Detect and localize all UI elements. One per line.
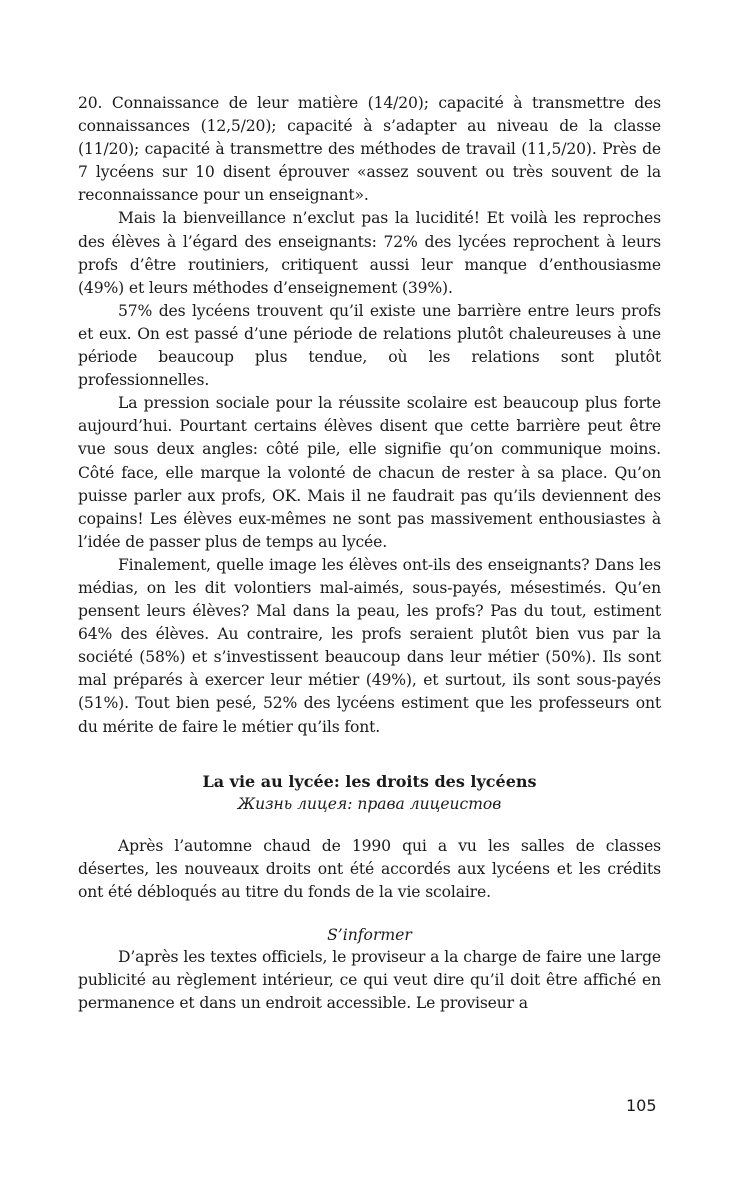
paragraph-4: La pression sociale pour la réussite scolaire est beaucoup plus forte aujourd’hui. Pourtant certains élèves disent que cette barrière peut être vue sous deux angles: côté pile, elle signifie qu’on communique moins. Côté face, elle marque la volonté de chacun de rester à sa place. Qu’on puisse parler aux profs, OK. Mais il ne faudrait pas qu’ils deviennent des copains! Les élèves eux-mêmes ne sont pas massivement enthousiastes à l’idée de passer plus de temps au lycée. (78, 394, 661, 551)
section-title-translation: Жизнь лицея: права лицеистов (237, 794, 502, 813)
paragraph-2: Mais la bienveillance n’exclut pas la lucidité! Et voilà les reproches des élèves à l’égard des enseignants: 72% des lycées reprochent à leurs profs d’être routiniers, critiquent aussi leur manque d’enthousiasme (49%) et leurs méthodes d’enseignement (39%). (78, 209, 661, 297)
paragraph-3: 57% des lycéens trouvent qu’il existe une barrière entre leurs profs et eux. On est passé d’une période de relations plutôt chaleureuses à une période beaucoup plus tendue, où les relations sont plutôt professionnelles. (78, 301, 661, 390)
paragraph-1: 20. Connaissance de leur matière (14/20); capacité à transmettre des connaissances (12,5/20); capacité à s’adapter au niveau de la classe (11/20); capacité à transmettre des méthodes de travail (11,5/20). Près de 7 lycéens sur 10 disent éprouver «assez souvent ou très souvent de la reconnaissance pour un enseignant». (78, 94, 661, 205)
heading-spacer (78, 815, 661, 835)
page-body (78, 92, 661, 1015)
paragraph-5: Finalement, quelle image les élèves ont-ils des enseignants? Dans les médias, on les dit volontiers mal-aimés, sous-payés, mésestimés. Qu’en pensent leurs élèves? Mal dans la peau, les profs? Pas du tout, estiment 64% des élèves. Au contraire, les profs seraient plutôt bien vus par la société (58%) et s’investissent beaucoup dans leur métier (50%). Ils sont mal préparés à exercer leur métier (49%), et surtout, ils sont sous-payés (51%). Tout bien pesé, 52% des lycéens estiment que les professeurs ont du mérite de faire le métier qu’ils font. (78, 555, 661, 736)
section-title: La vie au lycée: les droits des lycéens (202, 771, 537, 791)
subsection-title: S’informer (327, 925, 412, 944)
section-intro: Après l’automne chaud de 1990 qui a vu les salles de classes désertes, les nouveaux droits ont été accordés aux lycéens et les crédits ont été débloqués au titre du fonds de la vie scolaire. (78, 836, 661, 901)
subsection-text: D’après les textes officiels, le proviseur a la charge de faire une large publicité au règlement intérieur, ce qui veut dire qu’il doit être affiché en permanence et dans un endroit accessible. Le proviseur a (78, 947, 661, 1013)
page-number: 105 (626, 1096, 657, 1115)
